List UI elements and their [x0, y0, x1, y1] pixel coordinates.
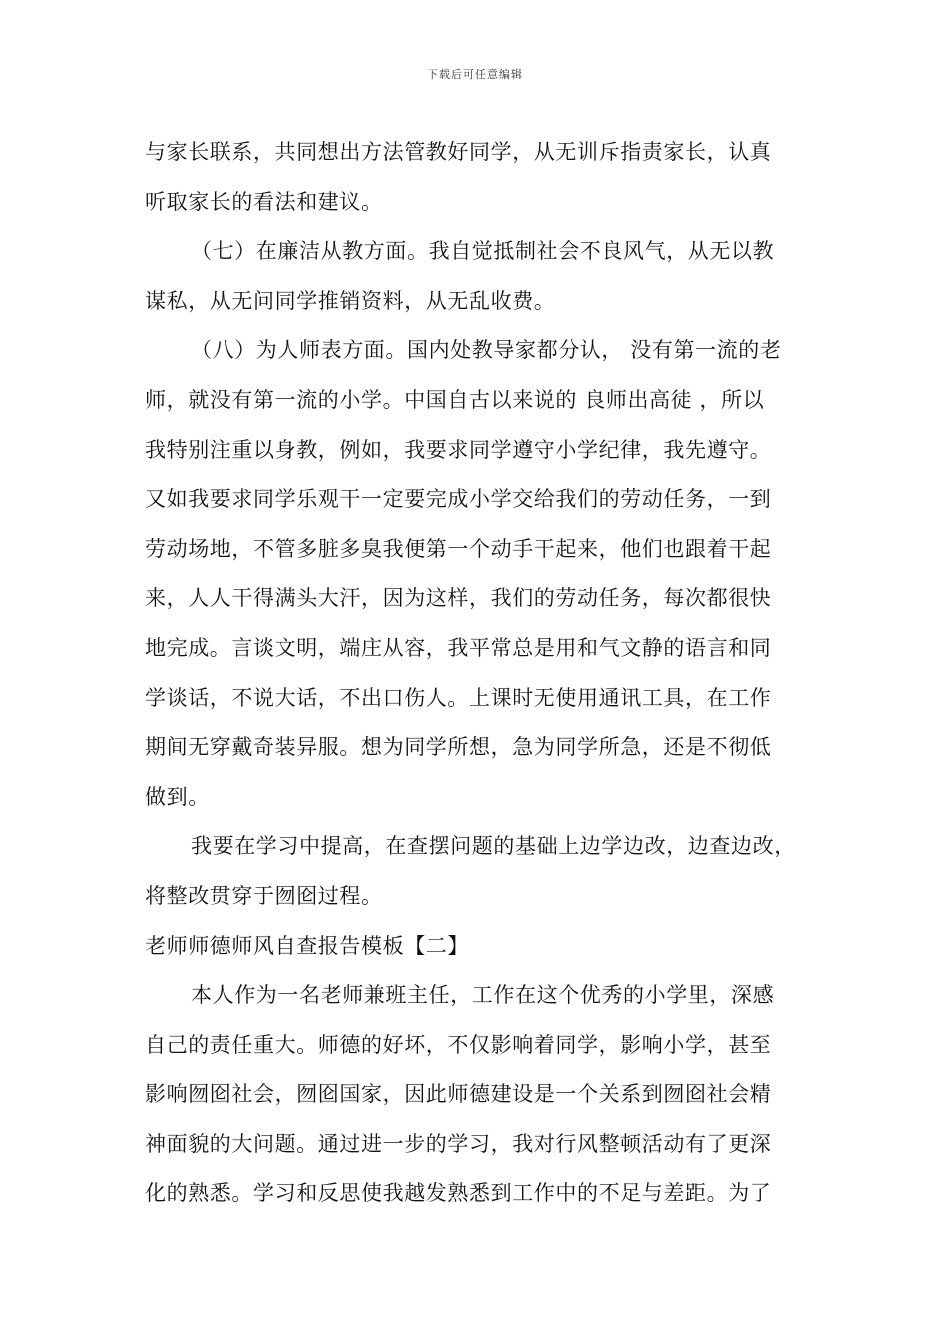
- text-line: 我要在学习中提高，在查摆问题的基础上边学边改，边查边改，: [191, 834, 796, 859]
- text-line: 又如我要求同学乐观干一定要完成小学交给我们的劳动任务，一到: [145, 487, 772, 512]
- text-line: 来，人人干得满头大汗，因为这样，我们的劳动任务，每次都很快: [145, 586, 772, 611]
- text-line: 将整改贯穿于囫囵过程。: [145, 883, 383, 908]
- text-line: 期间无穿戴奇装异服。想为同学所想，急为同学所急，还是不彻低: [145, 735, 772, 760]
- text-line: 神面貌的大问题。通过进一步的学习，我对行风整顿活动有了更深: [145, 1131, 772, 1156]
- text-line: 影响囫囵社会，囫囵国家，因此师德建设是一个关系到囫囵社会精: [145, 1082, 772, 1107]
- text-line: 学谈话，不说大话，不出口伤人。上课时无使用通讯工具，在工作: [145, 685, 772, 710]
- text-line: 地完成。言谈文明，端庄从容，我平常总是用和气文静的语言和同: [145, 635, 772, 660]
- text-line: 本人作为一名老师兼班主任，工作在这个优秀的小学里，深感: [191, 983, 775, 1008]
- text-line: （八）为人师表方面。国内处教导家都分认， 没有第一流的老: [191, 338, 782, 363]
- text-line: 做到。: [145, 784, 210, 809]
- text-line: 我特别注重以身教，例如，我要求同学遵守小学纪律，我先遵守。: [145, 437, 772, 462]
- text-line: 化的熟悉。学习和反思使我越发熟悉到工作中的不足与差距。为了: [145, 1181, 772, 1206]
- text-line: 自己的责任重大。师德的好坏，不仅影响着同学，影响小学，甚至: [145, 1032, 772, 1057]
- text-line: 师，就没有第一流的小学。中国自古以来说的 良师出高徒 ，所以: [145, 387, 765, 412]
- text-line: 听取家长的看法和建议。: [145, 189, 383, 214]
- text-line: 谋私，从无问同学推销资料，从无乱收费。: [145, 288, 556, 313]
- text-line: 老师师德师风自查报告模板【二】: [145, 933, 469, 958]
- page-header: 下载后可任意编辑: [427, 68, 523, 81]
- text-line: （七）在廉洁从教方面。我自觉抵制社会不良风气，从无以教: [191, 239, 775, 264]
- text-line: 与家长联系，共同想出方法管教好同学，从无训斥指责家长，认真: [145, 140, 772, 164]
- text-line: 劳动场地，不管多脏多臭我便第一个动手干起来，他们也跟着干起: [145, 536, 772, 561]
- document-body: [145, 128, 825, 1219]
